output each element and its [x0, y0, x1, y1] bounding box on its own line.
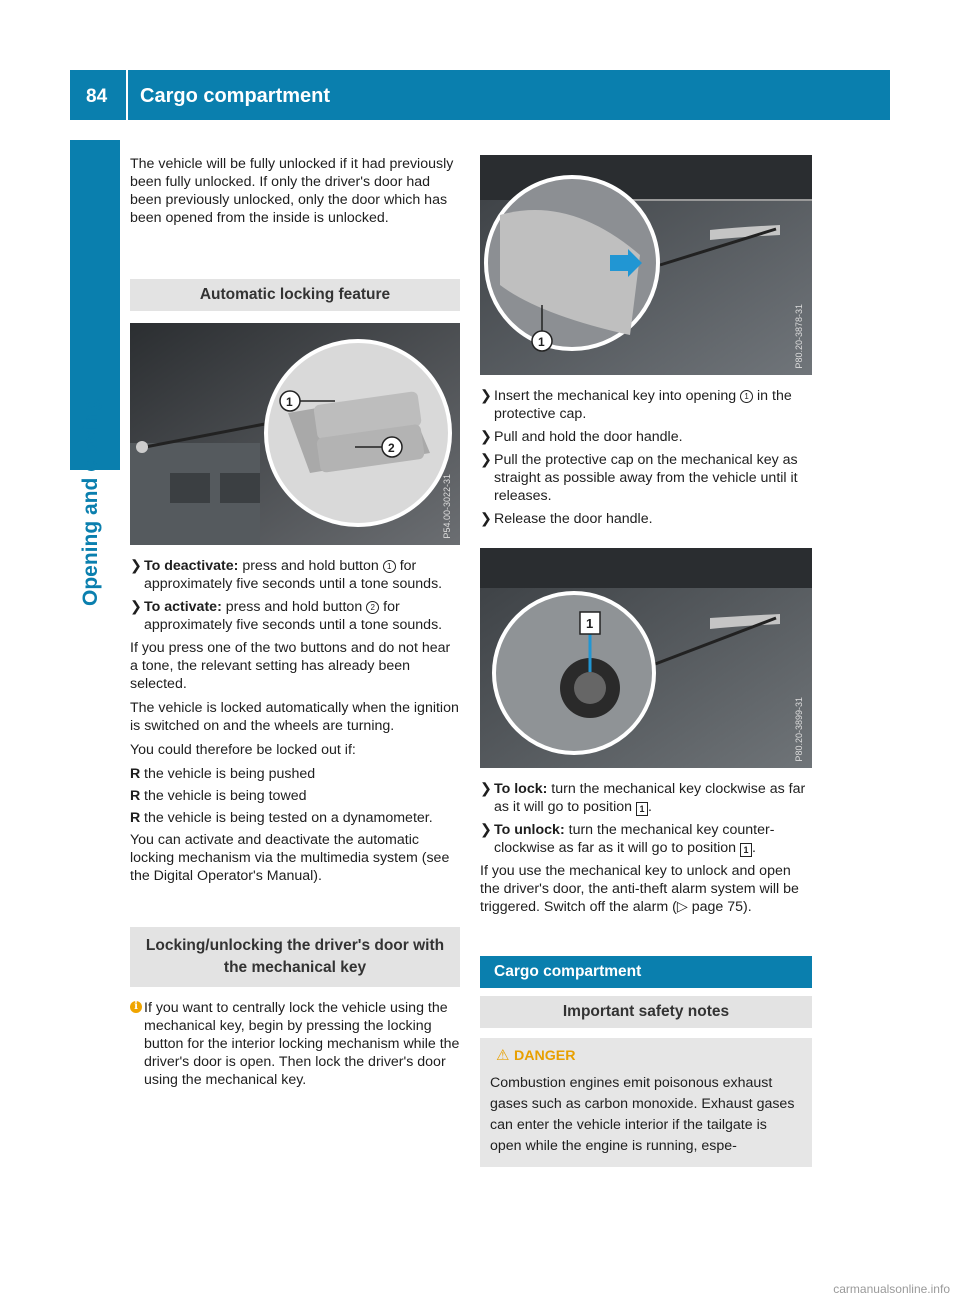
lock-text: turn the mechanical key clockwise as far as it will go to position — [494, 781, 806, 815]
callout-2-icon: 2 — [366, 601, 379, 614]
figure-locking-buttons — [130, 323, 460, 545]
alarm-text: If you use the mechanical key to unlock and open the driver's door, the anti-theft alarm system will be triggered. Switch off the alarm — [480, 863, 799, 915]
figure-door-handle-cap — [480, 155, 812, 375]
step-lock: ❯ To lock: turn the mechanical key clockwise as far as it will go to position 1 . — [480, 781, 806, 815]
arrow-icon: ❯ — [480, 781, 492, 797]
page-reference-link[interactable]: page 75). — [691, 899, 752, 915]
list-mark-icon: R — [130, 788, 141, 804]
page-title: Cargo compartment — [140, 85, 331, 107]
arrow-icon: ❯ — [480, 452, 492, 468]
info-text: If you want to centrally lock the vehicle using the mechanical key, begin by pressing the locking button for the interior locking mechanism while the driver's door is open. Then lock the driver's door using the mechanical key. — [144, 1000, 460, 1088]
step-text: Release the door handle. — [494, 511, 653, 527]
position-1-label: 1 — [586, 616, 594, 631]
figure-code: P54.00-3022-31 — [442, 474, 452, 539]
page-ref-arrow-icon: ▷ — [676, 899, 688, 915]
header-divider — [126, 70, 128, 120]
list-item-text: the vehicle is being tested on a dynamometer. — [144, 810, 433, 826]
callout-2: 2 — [388, 441, 395, 455]
position-1-icon: 1 — [740, 843, 752, 857]
step-release-handle — [480, 510, 812, 528]
page-header — [70, 70, 890, 120]
step-text: Pull the protective cap on the mechanical key as straight as possible away from the vehicle until it releases. — [494, 452, 798, 504]
lock-label: To lock: — [494, 781, 548, 797]
step-pull-handle — [480, 428, 812, 446]
figure-key-position — [480, 548, 812, 768]
step-activate — [130, 598, 460, 634]
activate-text-b: for approximately five seconds until a tone sounds. — [144, 599, 443, 633]
paragraph-4: You can activate and deactivate the automatic locking mechanism via the multimedia system (see the Digital Operator's Manual). — [130, 832, 450, 884]
list-item-text: the vehicle is being pushed — [144, 766, 316, 782]
list-mark-icon: R — [130, 766, 141, 782]
figure-code: P80.20-3878-31 — [794, 304, 804, 369]
deactivate-label: To deactivate: — [144, 558, 239, 574]
left-column — [130, 155, 460, 1089]
footer-watermark: carmanualsonline.info — [833, 1282, 950, 1296]
right-column — [480, 155, 812, 1167]
list-item — [130, 809, 460, 827]
door-handle-illustration — [480, 155, 812, 375]
section-heading-safety: Important safety notes — [480, 996, 812, 1028]
step-text: Insert the mechanical key into opening — [494, 388, 737, 404]
step-insert-key — [480, 387, 812, 423]
paragraph-3: You could therefore be locked out if: — [130, 742, 356, 758]
intro-paragraph: The vehicle will be fully unlocked if it had previously been fully unlocked. If only the driver's door had been previously unlocked, only the door which has been opened from the inside is unlocked. — [130, 156, 454, 226]
step-pull-cap — [480, 451, 812, 505]
step-text: Pull and hold the door handle. — [494, 429, 683, 445]
list-item-text: the vehicle is being towed — [144, 788, 307, 804]
step-deactivate — [130, 557, 460, 593]
arrow-icon: ❯ — [130, 599, 142, 615]
chapter-label-text: Opening and closing — [79, 398, 102, 606]
arrow-icon: ❯ — [480, 388, 492, 404]
figure-code: P80.20-3899-31 — [794, 697, 804, 762]
arrow-icon: ❯ — [130, 558, 142, 574]
paragraph-2: The vehicle is locked automatically when the ignition is switched on and the wheels are turning. — [130, 700, 459, 734]
section-heading-automatic-locking: Automatic locking feature — [130, 279, 460, 311]
deactivate-text-a: press and hold button — [242, 558, 379, 574]
callout-1: 1 — [538, 335, 545, 349]
position-1-icon: 1 — [636, 802, 648, 816]
list-item — [130, 765, 460, 783]
locking-buttons-illustration — [130, 323, 460, 545]
activate-text-a: press and hold button — [225, 599, 363, 615]
paragraph-1: If you press one of the two buttons and do not hear a tone, the relevant setting has already been selected. — [130, 640, 451, 692]
arrow-icon: ❯ — [480, 822, 492, 838]
callout-1-icon: 1 — [383, 560, 396, 573]
info-note — [130, 999, 460, 1089]
step-unlock: ❯ To unlock: turn the mechanical key counter-clockwise as far as it will go to position 1 . — [480, 822, 775, 856]
section-heading-mechanical-key: Locking/unlocking the driver's door with the mechanical key — [130, 927, 460, 987]
page-number: 84 — [86, 86, 108, 107]
list-item — [130, 787, 460, 805]
arrow-icon: ❯ — [480, 429, 492, 445]
warning-triangle-icon: ⚠ — [496, 1047, 510, 1064]
danger-heading — [490, 1046, 802, 1067]
unlock-label: To unlock: — [494, 822, 565, 838]
callout-1: 1 — [286, 395, 293, 409]
step-text-tail: in the protective cap. — [494, 388, 792, 422]
section-heading-cargo: Cargo compartment — [480, 956, 812, 988]
key-position-illustration — [480, 548, 812, 768]
callout-1-icon: 1 — [740, 390, 753, 403]
arrow-icon: ❯ — [480, 511, 492, 527]
info-icon: i — [130, 1001, 142, 1013]
activate-label: To activate: — [144, 599, 222, 615]
list-mark-icon: R — [130, 810, 141, 826]
deactivate-text-b: for approximately five seconds until a tone sounds. — [144, 558, 443, 592]
danger-text: Combustion engines emit poisonous exhaust gases such as carbon monoxide. Exhaust gases can enter the vehicle interior if the tailgate is open while the engine is running, espe- — [490, 1075, 795, 1154]
danger-box — [480, 1038, 812, 1167]
alarm-paragraph: If you use the mechanical key to unlock and open the driver's door, the anti-theft alarm system will be triggered. Switch off the alarm (▷ page 75). — [480, 863, 799, 915]
danger-title-text: DANGER — [514, 1048, 576, 1064]
unlock-text: turn the mechanical key counter-clockwise as far as it will go to position — [494, 822, 775, 856]
